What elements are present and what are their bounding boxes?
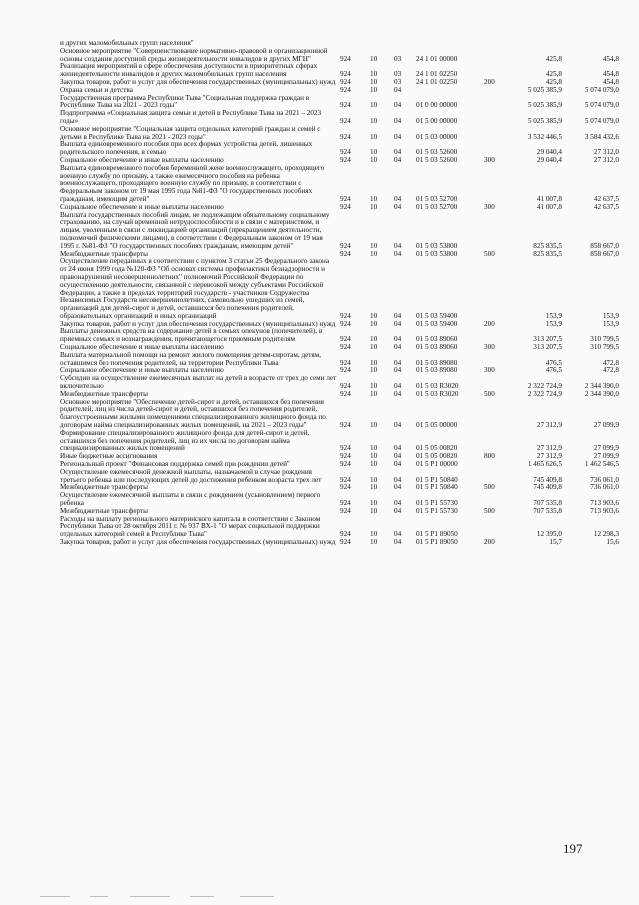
row-subsection-code: 04 bbox=[394, 421, 402, 430]
row-name: Осуществление ежемесячной денежной выплаты, назначаемой в случае рождения третьего ребенка или последующих детей до достижения ребенком возраста трех лет bbox=[60, 467, 322, 484]
row-name: Субсидии на осуществление ежемесячных выплат на детей в возрасте от трех до семи лет включительно bbox=[60, 374, 337, 391]
row-target-article: 01 5 P1 89050 bbox=[416, 538, 458, 546]
row-amount-year1: 153,9 bbox=[545, 311, 562, 320]
row-amount-year1: 153,9 bbox=[545, 319, 562, 328]
row-amount-year2: 454,8 bbox=[602, 77, 619, 86]
row-target-article: 01 5 P1 50840 bbox=[416, 483, 458, 492]
row-target-article: 01 5 05 00820 bbox=[416, 444, 458, 453]
row-name: Выплаты денежных средств на содержание детей в семьях опекунов (попечителей), в приемных семьях и вознаграждения, причитающегося приемным родителям bbox=[60, 327, 323, 344]
row-target-article: 01 5 03 53800 bbox=[416, 249, 458, 258]
row-amount-year1: 707 535,8 bbox=[533, 499, 562, 508]
row-target-article: 01 5 05 00000 bbox=[416, 421, 458, 430]
row-amount-year2: 3 584 432,6 bbox=[584, 132, 619, 141]
row-subsection-code: 03 bbox=[394, 54, 402, 63]
row-expense-type: 200 bbox=[484, 319, 495, 328]
row-admin-code: 924 bbox=[340, 85, 351, 94]
row-subsection-code: 04 bbox=[394, 460, 402, 469]
row-section-code: 10 bbox=[370, 148, 378, 157]
row-section-code: 10 bbox=[370, 249, 378, 258]
table-row bbox=[60, 539, 620, 547]
row-target-article: 01 5 00 00000 bbox=[416, 116, 458, 125]
row-section-code: 10 bbox=[370, 319, 378, 328]
row-subsection-code: 04 bbox=[394, 444, 402, 453]
table-row bbox=[60, 126, 620, 142]
row-expense-type: 200 bbox=[484, 77, 495, 86]
row-expense-type: 500 bbox=[484, 506, 495, 515]
row-name: Межбюджетные трансферты bbox=[60, 249, 148, 258]
row-amount-year2: 454,8 bbox=[602, 70, 619, 79]
row-admin-code: 924 bbox=[340, 202, 351, 211]
row-admin-code: 924 bbox=[340, 335, 351, 344]
row-amount-year2: 736 061,0 bbox=[590, 483, 619, 492]
row-subsection-code: 04 bbox=[394, 116, 402, 125]
row-subsection-code: 04 bbox=[394, 483, 402, 492]
table-row bbox=[60, 399, 620, 430]
row-target-article: 01 5 03 52700 bbox=[416, 194, 458, 203]
row-admin-code: 924 bbox=[340, 538, 351, 546]
row-amount-year2: 454,8 bbox=[602, 54, 619, 63]
row-amount-year1: 5 025 385,9 bbox=[527, 116, 562, 125]
row-target-article: 01 5 P1 00000 bbox=[416, 460, 458, 469]
row-section-code: 10 bbox=[370, 530, 378, 539]
row-amount-year2: 310 799,5 bbox=[590, 335, 619, 344]
row-amount-year1: 29 040,4 bbox=[536, 148, 562, 157]
row-subsection-code: 04 bbox=[394, 366, 402, 375]
row-amount-year1: 5 025 385,9 bbox=[527, 85, 562, 94]
row-amount-year1: 15,7 bbox=[549, 538, 562, 546]
budget-table bbox=[60, 40, 620, 547]
row-amount-year2: 2 344 390,0 bbox=[584, 389, 619, 398]
row-amount-year2: 153,9 bbox=[602, 311, 619, 320]
row-expense-type: 300 bbox=[484, 343, 495, 352]
row-name: Выплата государственных пособий лицам, не подлежащим обязательному социальному страхованию, на случай временной нетрудоспособности и в связи с материнством, и лицам, уволенным в связи с ликвидацией организаций (прекращением деятельности, полномочий физическими лицами), в соответствии с Федеральным законом от 19 мая 1995 г. №81-ФЗ "О государственных пособиях гражданам, имеющим детей" bbox=[60, 210, 330, 250]
row-section-code: 10 bbox=[370, 101, 378, 110]
row-section-code: 10 bbox=[370, 444, 378, 453]
row-target-article: 01 5 P1 55730 bbox=[416, 499, 458, 508]
row-subsection-code: 04 bbox=[394, 194, 402, 203]
table-row bbox=[60, 165, 620, 204]
row-amount-year1: 425,8 bbox=[545, 70, 562, 79]
row-amount-year2: 2 344 390,0 bbox=[584, 382, 619, 391]
row-amount-year1: 313 207,5 bbox=[533, 343, 562, 352]
row-amount-year1: 707 535,8 bbox=[533, 506, 562, 515]
row-amount-year2: 12 298,3 bbox=[593, 530, 619, 539]
row-amount-year2: 153,9 bbox=[602, 319, 619, 328]
row-amount-year1: 2 322 724,9 bbox=[527, 382, 562, 391]
row-section-code: 10 bbox=[370, 421, 378, 430]
row-admin-code: 924 bbox=[340, 389, 351, 398]
row-subsection-code: 04 bbox=[394, 343, 402, 352]
row-amount-year2: 472,8 bbox=[602, 358, 619, 367]
row-section-code: 10 bbox=[370, 506, 378, 515]
row-amount-year2: 858 667,0 bbox=[590, 249, 619, 258]
row-target-article: 01 5 P1 50840 bbox=[416, 475, 458, 484]
row-amount-year2: 1 462 546,5 bbox=[584, 460, 619, 469]
row-admin-code: 924 bbox=[340, 194, 351, 203]
table-row bbox=[60, 212, 620, 251]
row-target-article: 01 5 P1 89050 bbox=[416, 530, 458, 539]
table-row bbox=[60, 63, 620, 79]
row-amount-year2: 713 903,6 bbox=[590, 506, 619, 515]
row-admin-code: 924 bbox=[340, 241, 351, 250]
row-amount-year2: 713 903,6 bbox=[590, 499, 619, 508]
table-row bbox=[60, 469, 620, 485]
table-row bbox=[60, 141, 620, 157]
row-subsection-code: 04 bbox=[394, 249, 402, 258]
row-amount-year1: 425,8 bbox=[545, 54, 562, 63]
row-expense-type: 500 bbox=[484, 483, 495, 492]
row-subsection-code: 04 bbox=[394, 452, 402, 461]
row-amount-year2: 27 099,9 bbox=[593, 452, 619, 461]
row-name: Формирование специализированного жилищного фонда для детей-сирот и детей, оставшихся без попечения родителей, лиц из их числа по договорам найма специализированных жилых помещений bbox=[60, 428, 310, 453]
row-name: Социальное обеспечение и иные выплаты населению bbox=[60, 343, 224, 352]
row-amount-year1: 1 465 626,5 bbox=[527, 460, 562, 469]
row-amount-year1: 476,5 bbox=[545, 358, 562, 367]
row-target-article: 01 5 05 00820 bbox=[416, 452, 458, 461]
row-target-article: 01 5 03 52600 bbox=[416, 155, 458, 164]
row-admin-code: 924 bbox=[340, 343, 351, 352]
row-expense-type: 300 bbox=[484, 202, 495, 211]
row-name: Межбюджетные трансферты bbox=[60, 483, 148, 492]
row-name: Социальное обеспечение и иные выплаты населению bbox=[60, 202, 224, 211]
row-admin-code: 924 bbox=[340, 155, 351, 164]
row-section-code: 10 bbox=[370, 366, 378, 375]
scan-artifact-strip bbox=[0, 893, 639, 901]
row-target-article: 01 5 03 00000 bbox=[416, 132, 458, 141]
row-admin-code: 924 bbox=[340, 101, 351, 110]
row-subsection-code: 04 bbox=[394, 506, 402, 515]
row-amount-year1: 12 395,0 bbox=[536, 530, 562, 539]
row-name: Реализация мероприятий в сфере обеспечения доступности в приоритетных сферах жизнедеятельности инвалидов и других маломобильных групп населения bbox=[60, 62, 318, 79]
row-subsection-code: 04 bbox=[394, 132, 402, 141]
row-name: Региональный проект "Финансовая поддержка семей при рождении детей" bbox=[60, 460, 290, 469]
row-admin-code: 924 bbox=[340, 116, 351, 125]
row-amount-year1: 745 409,8 bbox=[533, 475, 562, 484]
row-target-article: 01 5 03 52700 bbox=[416, 202, 458, 211]
row-admin-code: 924 bbox=[340, 358, 351, 367]
row-name: Охрана семьи и детства bbox=[60, 85, 133, 94]
row-section-code: 10 bbox=[370, 132, 378, 141]
row-name: Закупка товаров, работ и услуг для обеспечения государственных (муниципальных) нужд bbox=[60, 77, 336, 86]
row-amount-year2: 27 099,9 bbox=[593, 421, 619, 430]
table-row bbox=[60, 95, 620, 111]
row-section-code: 10 bbox=[370, 311, 378, 320]
row-subsection-code: 04 bbox=[394, 311, 402, 320]
row-target-article: 01 5 03 53800 bbox=[416, 241, 458, 250]
row-admin-code: 924 bbox=[340, 54, 351, 63]
row-admin-code: 924 bbox=[340, 499, 351, 508]
row-admin-code: 924 bbox=[340, 249, 351, 258]
row-admin-code: 924 bbox=[340, 483, 351, 492]
row-name: Осуществление ежемесячной выплаты в связи с рождением (усыновлением) первого ребенка bbox=[60, 491, 321, 508]
table-row bbox=[60, 48, 620, 64]
row-section-code: 10 bbox=[370, 343, 378, 352]
row-name: Основное мероприятие "Социальная защита отдельных категорий граждан и семей с детьми в Республике Тыва на 2021 - 2023 годы" bbox=[60, 124, 321, 141]
row-expense-type: 500 bbox=[484, 389, 495, 398]
row-amount-year2: 42 637,5 bbox=[593, 202, 619, 211]
row-amount-year2: 27 312,0 bbox=[593, 155, 619, 164]
row-amount-year1: 825 835,5 bbox=[533, 241, 562, 250]
row-section-code: 10 bbox=[370, 452, 378, 461]
row-subsection-code: 04 bbox=[394, 499, 402, 508]
row-target-article: 24 1 01 00000 bbox=[416, 54, 458, 63]
row-amount-year2: 5 074 079,0 bbox=[584, 101, 619, 110]
row-name: Подпрограмма «Социальная защита семьи и детей в Республике Тыва на 2021 – 2023 годы» bbox=[60, 109, 322, 125]
row-name: Государственная программа Республики Тыва "Социальная поддержка граждан в Республике Тыва на 2021 - 2023 годы" bbox=[60, 93, 310, 110]
row-section-code: 10 bbox=[370, 202, 378, 211]
row-amount-year1: 41 007,8 bbox=[536, 202, 562, 211]
row-expense-type: 300 bbox=[484, 366, 495, 375]
row-target-article: 01 5 P1 55730 bbox=[416, 506, 458, 515]
row-amount-year1: 29 040,4 bbox=[536, 155, 562, 164]
table-row bbox=[60, 352, 620, 368]
row-amount-year2: 472,8 bbox=[602, 366, 619, 375]
table-row bbox=[60, 430, 620, 453]
row-name: Межбюджетные трансферты bbox=[60, 506, 148, 515]
row-section-code: 10 bbox=[370, 116, 378, 125]
row-subsection-code: 04 bbox=[394, 148, 402, 157]
row-target-article: 24 1 01 02250 bbox=[416, 77, 458, 86]
row-amount-year1: 27 312,9 bbox=[536, 444, 562, 453]
row-amount-year2: 5 074 079,0 bbox=[584, 116, 619, 125]
row-target-article: 01 5 03 89080 bbox=[416, 366, 458, 375]
row-admin-code: 924 bbox=[340, 132, 351, 141]
row-subsection-code: 04 bbox=[394, 319, 402, 328]
row-name: Основное мероприятие "Обеспечение детей-сирот и детей, оставшихся без попечения родителей, лиц из числа детей-сирот и детей, оставшихся без попечения родителей, благоустроенными жилыми помещениями специализированного жилищного фонда по договорам найма специализированных жилых помещений, на 2021 – 2023 годы" bbox=[60, 397, 326, 430]
row-expense-type: 300 bbox=[484, 155, 495, 164]
row-section-code: 10 bbox=[370, 194, 378, 203]
row-target-article: 01 5 03 R3020 bbox=[416, 389, 459, 398]
row-section-code: 10 bbox=[370, 85, 378, 94]
row-amount-year1: 41 007,8 bbox=[536, 194, 562, 203]
row-name: Выплата материальной помощи на ремонт жилого помещения детям-сиротам, детям, оставшимся без попечения родителей, на территории Республики Тыва bbox=[60, 350, 322, 367]
row-subsection-code: 03 bbox=[394, 77, 402, 86]
row-name: Иные бюджетные ассигнования bbox=[60, 452, 158, 461]
row-amount-year2: 27 099,9 bbox=[593, 444, 619, 453]
row-subsection-code: 04 bbox=[394, 382, 402, 391]
row-amount-year2: 5 074 079,0 bbox=[584, 85, 619, 94]
row-section-code: 10 bbox=[370, 335, 378, 344]
row-name: Социальное обеспечение и иные выплаты населению bbox=[60, 155, 224, 164]
row-amount-year2: 27 312,0 bbox=[593, 148, 619, 157]
row-admin-code: 924 bbox=[340, 311, 351, 320]
row-amount-year1: 3 532 446,5 bbox=[527, 132, 562, 141]
row-name: Осуществление переданных в соответствии с пунктом 3 статьи 25 Федерального закона от 24 июня 1999 года №120-ФЗ "Об основах системы профилактики безнадзорности и правонарушений несовершеннолетних" полномочий Российской Федерации по осуществлению деятельности, связанной с перевозкой между субъектами Российской Федерации, а также в пределах территорий государств - участников Содружества Независимых Государств несовершеннолетних, самовольно ушедших из семей, организаций для детей-сирот и детей, оставшихся без попечения родителей, образовательных организаций и иных организаций bbox=[60, 257, 330, 320]
row-admin-code: 924 bbox=[340, 421, 351, 430]
row-amount-year1: 425,8 bbox=[545, 77, 562, 86]
row-name: Выплата единовременного пособия при всех формах устройства детей, лишенных родительского попечения, в семью bbox=[60, 140, 313, 157]
row-target-article: 01 5 03 59400 bbox=[416, 319, 458, 328]
row-subsection-code: 04 bbox=[394, 155, 402, 164]
row-amount-year1: 313 207,5 bbox=[533, 335, 562, 344]
row-expense-type: 500 bbox=[484, 249, 495, 258]
row-subsection-code: 04 bbox=[394, 241, 402, 250]
row-subsection-code: 04 bbox=[394, 85, 402, 94]
row-amount-year1: 745 409,8 bbox=[533, 483, 562, 492]
row-subsection-code: 03 bbox=[394, 70, 402, 79]
row-target-article: 01 5 03 89060 bbox=[416, 335, 458, 344]
row-section-code: 10 bbox=[370, 155, 378, 164]
row-admin-code: 924 bbox=[340, 77, 351, 86]
row-section-code: 10 bbox=[370, 460, 378, 469]
row-target-article: 01 5 03 52600 bbox=[416, 148, 458, 157]
row-target-article: 01 5 03 89060 bbox=[416, 343, 458, 352]
table-row bbox=[60, 328, 620, 344]
row-amount-year1: 825 835,5 bbox=[533, 249, 562, 258]
row-subsection-code: 04 bbox=[394, 101, 402, 110]
row-section-code: 10 bbox=[370, 70, 378, 79]
row-section-code: 10 bbox=[370, 499, 378, 508]
row-subsection-code: 04 bbox=[394, 358, 402, 367]
row-admin-code: 924 bbox=[340, 506, 351, 515]
row-name: и других маломобильных групп населения" bbox=[60, 39, 194, 47]
row-name: Закупка товаров, работ и услуг для обеспечения государственных (муниципальных) нужд bbox=[60, 538, 336, 546]
row-section-code: 10 bbox=[370, 538, 378, 546]
row-target-article: 01 5 03 59400 bbox=[416, 311, 458, 320]
row-admin-code: 924 bbox=[340, 366, 351, 375]
row-amount-year2: 310 799,5 bbox=[590, 343, 619, 352]
row-name: Выплата единовременного пособия беременной жене военнослужащего, проходящего военную службу по призыву, а также ежемесячного пособия на ребенка военнослужащего, проходящего военную службу по призыву, в соответствии с Федеральным законом от 19 мая 1995 года №81-ФЗ "О государственных пособиях гражданам, имеющим детей" bbox=[60, 163, 325, 203]
row-target-article: 01 5 03 R3020 bbox=[416, 382, 459, 391]
row-amount-year1: 27 312,9 bbox=[536, 452, 562, 461]
row-target-article: 24 1 01 02250 bbox=[416, 70, 458, 79]
page-number: 197 bbox=[563, 841, 583, 856]
table-row bbox=[60, 516, 620, 539]
row-section-code: 10 bbox=[370, 77, 378, 86]
row-subsection-code: 04 bbox=[394, 202, 402, 211]
row-name: Основное мероприятие "Совершенствование нормативно-правовой и организационной основы создания доступной среды жизнедеятельности инвалидов и других МГН" bbox=[60, 46, 328, 63]
row-section-code: 10 bbox=[370, 358, 378, 367]
row-subsection-code: 04 bbox=[394, 335, 402, 344]
row-name: Социальное обеспечение и иные выплаты населению bbox=[60, 366, 224, 375]
row-admin-code: 924 bbox=[340, 444, 351, 453]
row-amount-year1: 2 322 724,9 bbox=[527, 389, 562, 398]
row-subsection-code: 04 bbox=[394, 538, 402, 546]
row-expense-type: 800 bbox=[484, 452, 495, 461]
table-row bbox=[60, 258, 620, 320]
row-name: Закупка товаров, работ и услуг для обеспечения государственных (муниципальных) нужд bbox=[60, 319, 336, 328]
row-subsection-code: 04 bbox=[394, 475, 402, 484]
row-section-code: 10 bbox=[370, 382, 378, 391]
row-admin-code: 924 bbox=[340, 70, 351, 79]
row-name: Межбюджетные трансферты bbox=[60, 389, 148, 398]
table-row bbox=[60, 110, 620, 126]
table-row bbox=[60, 492, 620, 508]
row-section-code: 10 bbox=[370, 241, 378, 250]
row-amount-year1: 27 312,9 bbox=[536, 421, 562, 430]
row-name: Расходы на выплату регионального материнского капитала в соответствии с Законом Республики Тыва от 28 октября 2011 г. № 937 ВХ-1 "О мерах социальной поддержки отдельных категорий семей в Республике Тыва" bbox=[60, 514, 321, 539]
row-amount-year2: 42 637,5 bbox=[593, 194, 619, 203]
row-expense-type: 200 bbox=[484, 538, 495, 546]
row-section-code: 10 bbox=[370, 389, 378, 398]
row-admin-code: 924 bbox=[340, 475, 351, 484]
row-subsection-code: 04 bbox=[394, 530, 402, 539]
row-admin-code: 924 bbox=[340, 530, 351, 539]
row-admin-code: 924 bbox=[340, 319, 351, 328]
row-amount-year1: 476,5 bbox=[545, 366, 562, 375]
row-section-code: 10 bbox=[370, 475, 378, 484]
row-admin-code: 924 bbox=[340, 148, 351, 157]
row-subsection-code: 04 bbox=[394, 389, 402, 398]
row-amount-year2: 736 061,0 bbox=[590, 475, 619, 484]
row-amount-year1: 5 025 385,9 bbox=[527, 101, 562, 110]
row-admin-code: 924 bbox=[340, 460, 351, 469]
row-section-code: 10 bbox=[370, 54, 378, 63]
row-admin-code: 924 bbox=[340, 452, 351, 461]
row-target-article: 01 5 03 89080 bbox=[416, 358, 458, 367]
row-amount-year2: 15,6 bbox=[606, 538, 619, 546]
table-row bbox=[60, 375, 620, 391]
row-amount-year2: 858 667,0 bbox=[590, 241, 619, 250]
row-admin-code: 924 bbox=[340, 382, 351, 391]
row-target-article: 01 0 00 00000 bbox=[416, 101, 458, 110]
row-section-code: 10 bbox=[370, 483, 378, 492]
